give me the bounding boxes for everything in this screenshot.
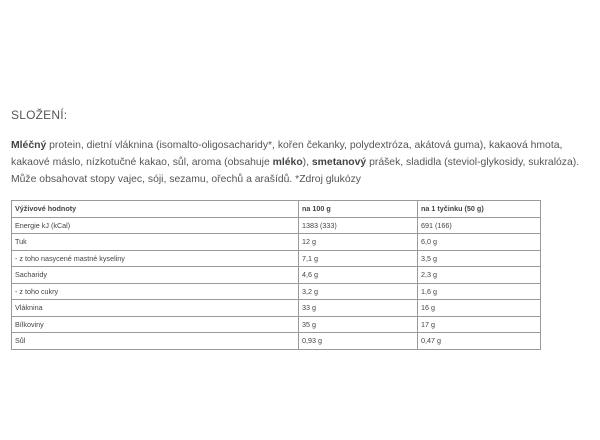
composition-segment: mléko [272, 157, 303, 168]
value-per-bar: 1,6 g [418, 283, 541, 300]
table-row [12, 217, 541, 234]
value-per-100g: 33 g [299, 300, 418, 317]
composition-segment: protein, dietní vláknina (isomalto-oligosacharidy*, kořen čekanky, polydextróza, akátová guma), kakaová hmota, kakaové máslo, nízkotučné kakao, sůl, aroma (obsahuje [11, 140, 563, 168]
value-per-100g: 4,6 g [299, 267, 418, 284]
header-nutrient: Výživové hodnoty [12, 201, 299, 218]
nutrient-name: Bílkoviny [12, 316, 299, 333]
nutrient-name: Energie kJ (kCal) [12, 217, 299, 234]
value-per-bar: 16 g [418, 300, 541, 317]
table-row [12, 234, 541, 251]
table-row [12, 300, 541, 317]
nutrition-table [11, 200, 541, 350]
table-row [12, 316, 541, 333]
value-per-100g: 1383 (333) [299, 217, 418, 234]
value-per-bar: 2,3 g [418, 267, 541, 284]
section-heading: SLOŽENÍ: [11, 108, 68, 122]
composition-segment: ), [302, 157, 312, 168]
composition-text [11, 137, 596, 188]
nutrient-name: - z toho cukry [12, 283, 299, 300]
table-header-row [12, 201, 541, 218]
table-row [12, 333, 541, 350]
nutrient-name: Vláknina [12, 300, 299, 317]
nutrient-name: Sůl [12, 333, 299, 350]
value-per-bar: 3,5 g [418, 250, 541, 267]
value-per-100g: 0,93 g [299, 333, 418, 350]
value-per-100g: 7,1 g [299, 250, 418, 267]
nutrient-name: - z toho nasycené mastné kyseliny [12, 250, 299, 267]
value-per-bar: 17 g [418, 316, 541, 333]
value-per-bar: 691 (166) [418, 217, 541, 234]
table-row [12, 267, 541, 284]
value-per-100g: 35 g [299, 316, 418, 333]
value-per-100g: 12 g [299, 234, 418, 251]
header-per-bar: na 1 tyčinku (50 g) [418, 201, 541, 218]
composition-segment: Mléčný [11, 140, 47, 151]
composition-segment: prášek, sladidla (steviol-glykosidy, sukralóza). Může obsahovat stopy vajec, sóji, sezamu, ořechů a arašídů. *Zdroj glukózy [11, 157, 580, 185]
nutrient-name: Sacharidy [12, 267, 299, 284]
header-per-100g: na 100 g [299, 201, 418, 218]
composition-segment: smetanový [311, 157, 367, 168]
nutrient-name: Tuk [12, 234, 299, 251]
value-per-bar: 0,47 g [418, 333, 541, 350]
table-row [12, 250, 541, 267]
table-row [12, 283, 541, 300]
value-per-bar: 6,0 g [418, 234, 541, 251]
value-per-100g: 3,2 g [299, 283, 418, 300]
